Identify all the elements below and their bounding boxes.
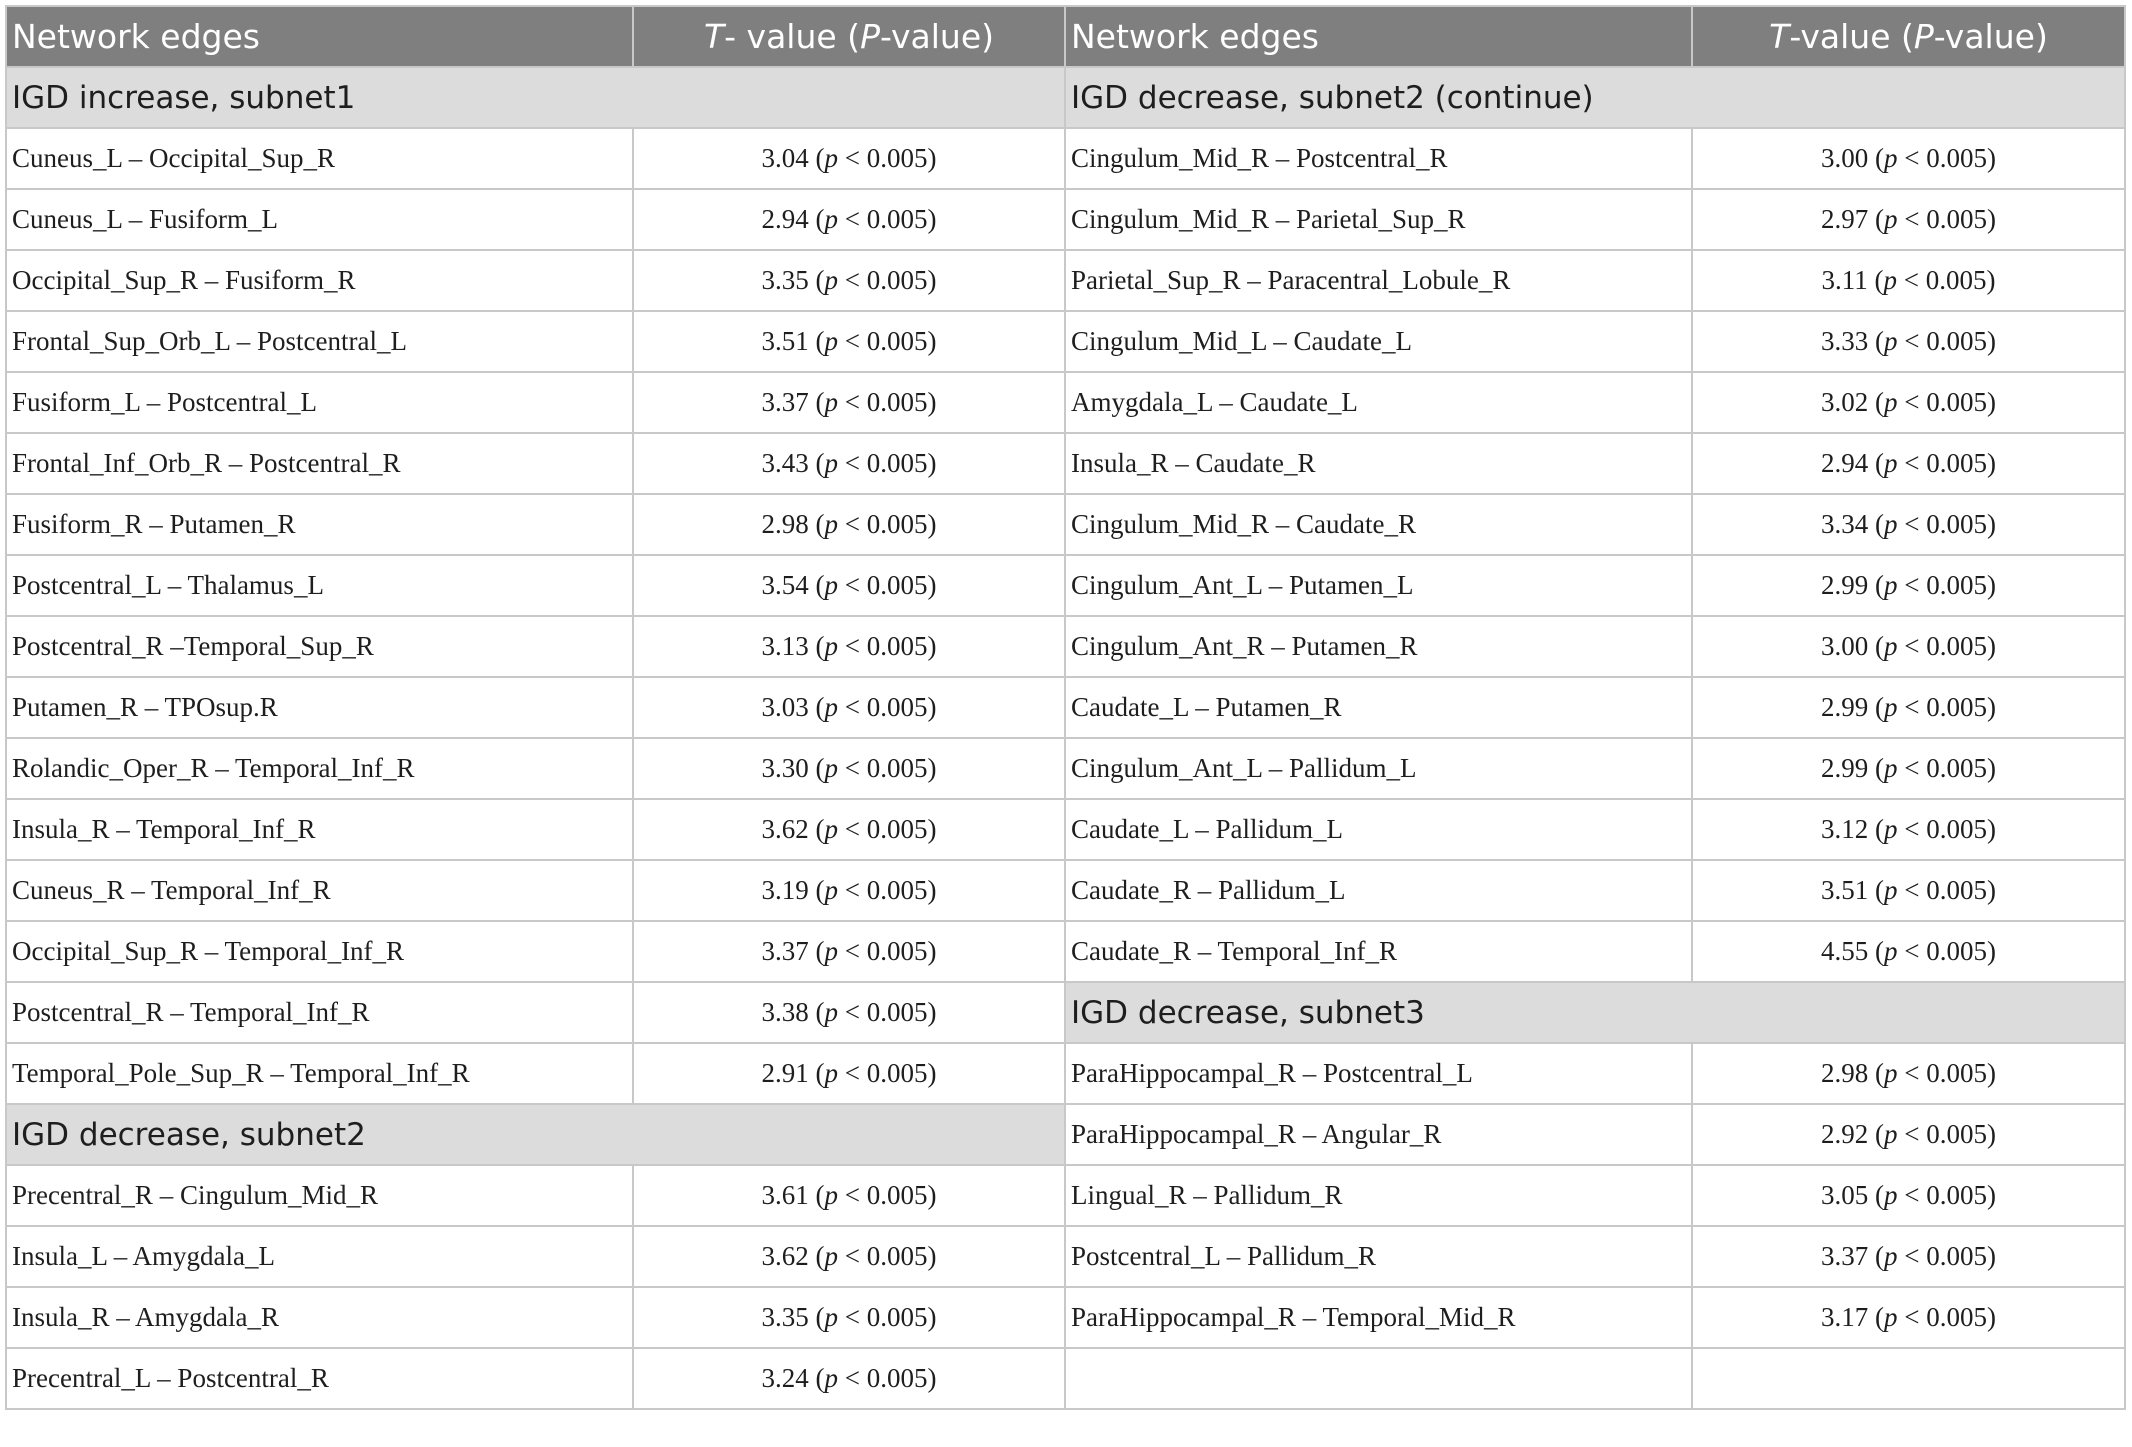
t-value-cell: 3.12 (p < 0.005) [1692, 799, 2125, 860]
p-symbol: p [1884, 1302, 1898, 1332]
header-p-text: -value) [1933, 17, 2048, 56]
p-symbol: p [824, 875, 838, 905]
t-value-cell: 2.94 (p < 0.005) [633, 189, 1065, 250]
t-value: 2.99 [1821, 692, 1869, 722]
network-edge-cell: Occipital_Sup_R – Temporal_Inf_R [6, 921, 633, 982]
t-value: 3.54 [761, 570, 809, 600]
network-edge-cell: Cuneus_L – Occipital_Sup_R [6, 128, 633, 189]
table-row [6, 372, 2125, 433]
p-value: < 0.005 [844, 1180, 928, 1210]
t-value: 2.99 [1821, 753, 1869, 783]
p-value: < 0.005 [1904, 204, 1987, 234]
header-t-text: -value ( [1789, 17, 1914, 56]
network-edge-cell: Rolandic_Oper_R – Temporal_Inf_R [6, 738, 633, 799]
table-row [6, 67, 2125, 128]
p-symbol: p [824, 143, 838, 173]
p-symbol: p [1884, 143, 1898, 173]
t-value-cell: 3.37 (p < 0.005) [633, 921, 1065, 982]
t-value-cell: 2.97 (p < 0.005) [1692, 189, 2125, 250]
p-symbol: p [824, 387, 838, 417]
table-row [6, 982, 2125, 1043]
empty-cell [1692, 1348, 2125, 1409]
p-symbol: p [1884, 936, 1898, 966]
p-value: < 0.005 [1904, 631, 1987, 661]
table-row [6, 616, 2125, 677]
section-heading: IGD decrease, subnet3 [1065, 982, 2125, 1043]
p-value: < 0.005 [1904, 509, 1987, 539]
header-network-edges-left: Network edges [6, 6, 633, 67]
network-edge-cell: Cuneus_R – Temporal_Inf_R [6, 860, 633, 921]
p-value: < 0.005 [1904, 692, 1987, 722]
p-symbol: p [1884, 1180, 1898, 1210]
p-value: < 0.005 [844, 631, 928, 661]
p-symbol: p [824, 936, 838, 966]
network-edge-cell: Fusiform_L – Postcentral_L [6, 372, 633, 433]
table-row [6, 494, 2125, 555]
empty-cell [1065, 1348, 1692, 1409]
p-symbol: p [824, 692, 838, 722]
t-value: 3.37 [761, 387, 809, 417]
header-t-value-right [1692, 6, 2125, 67]
network-edge-cell: Fusiform_R – Putamen_R [6, 494, 633, 555]
p-symbol: p [1883, 265, 1897, 295]
t-value: 3.61 [761, 1180, 809, 1210]
header-p-symbol: P [1913, 17, 1934, 56]
network-edge-cell: Cingulum_Mid_R – Parietal_Sup_R [1065, 189, 1692, 250]
network-edge-cell: Postcentral_R – Temporal_Inf_R [6, 982, 633, 1043]
t-value: 2.97 [1821, 204, 1869, 234]
t-value-cell: 3.35 (p < 0.005) [633, 250, 1065, 311]
p-value: < 0.005 [844, 1241, 928, 1271]
t-value-cell: 3.51 (p < 0.005) [1692, 860, 2125, 921]
t-value: 3.04 [761, 143, 809, 173]
network-edge-cell: Putamen_R – TPOsup.R [6, 677, 633, 738]
network-edge-cell: Insula_L – Amygdala_L [6, 1226, 633, 1287]
p-value: < 0.005 [844, 692, 928, 722]
network-edge-cell: Cingulum_Mid_L – Caudate_L [1065, 311, 1692, 372]
p-symbol: p [824, 1180, 838, 1210]
p-value: < 0.005 [844, 1058, 928, 1088]
t-value: 3.51 [1821, 875, 1869, 905]
t-value: 3.62 [761, 1241, 809, 1271]
network-edge-cell: Temporal_Pole_Sup_R – Temporal_Inf_R [6, 1043, 633, 1104]
p-value: < 0.005 [844, 326, 928, 356]
p-value: < 0.005 [844, 997, 928, 1027]
p-symbol: p [1884, 875, 1898, 905]
t-value-cell: 3.35 (p < 0.005) [633, 1287, 1065, 1348]
t-value-cell: 3.13 (p < 0.005) [633, 616, 1065, 677]
p-value: < 0.005 [1904, 570, 1987, 600]
t-value: 3.13 [761, 631, 809, 661]
p-symbol: p [824, 1241, 838, 1271]
t-value: 3.17 [1821, 1302, 1869, 1332]
network-edge-cell: Postcentral_R –Temporal_Sup_R [6, 616, 633, 677]
p-value: < 0.005 [1904, 936, 1987, 966]
network-edge-cell: ParaHippocampal_R – Postcentral_L [1065, 1043, 1692, 1104]
t-value: 2.92 [1821, 1119, 1869, 1149]
p-symbol: p [824, 448, 838, 478]
t-value-cell: 2.98 (p < 0.005) [1692, 1043, 2125, 1104]
p-value: < 0.005 [844, 1302, 928, 1332]
p-value: < 0.005 [1904, 1302, 1987, 1332]
t-value-cell: 3.37 (p < 0.005) [1692, 1226, 2125, 1287]
table-row [6, 250, 2125, 311]
p-value: < 0.005 [1904, 326, 1987, 356]
table-row [6, 128, 2125, 189]
p-value: < 0.005 [844, 936, 928, 966]
t-value-cell: 3.62 (p < 0.005) [633, 799, 1065, 860]
p-symbol: p [1884, 326, 1898, 356]
t-value: 3.24 [761, 1363, 809, 1393]
p-symbol: p [1884, 753, 1898, 783]
t-value: 3.62 [761, 814, 809, 844]
p-value: < 0.005 [1904, 1241, 1987, 1271]
header-t-value-left [633, 6, 1065, 67]
t-value-cell: 2.94 (p < 0.005) [1692, 433, 2125, 494]
t-value-cell: 3.17 (p < 0.005) [1692, 1287, 2125, 1348]
t-value-cell: 3.34 (p < 0.005) [1692, 494, 2125, 555]
t-value: 3.12 [1821, 814, 1869, 844]
t-value-cell: 3.00 (p < 0.005) [1692, 128, 2125, 189]
t-value: 3.38 [761, 997, 809, 1027]
t-value-cell: 2.99 (p < 0.005) [1692, 738, 2125, 799]
t-value-cell: 3.05 (p < 0.005) [1692, 1165, 2125, 1226]
network-edge-cell: Precentral_L – Postcentral_R [6, 1348, 633, 1409]
p-symbol: p [824, 204, 838, 234]
table-row [6, 1104, 2125, 1165]
network-edge-cell: Caudate_R – Pallidum_L [1065, 860, 1692, 921]
network-edge-cell: Postcentral_L – Thalamus_L [6, 555, 633, 616]
t-value-cell: 3.11 (p < 0.005) [1692, 250, 2125, 311]
t-value: 2.98 [1821, 1058, 1869, 1088]
p-symbol: p [1884, 204, 1898, 234]
table-row [6, 555, 2125, 616]
p-value: < 0.005 [844, 570, 928, 600]
t-value-cell: 2.99 (p < 0.005) [1692, 677, 2125, 738]
p-value: < 0.005 [844, 753, 928, 783]
p-value: < 0.005 [844, 387, 928, 417]
t-value: 3.02 [1821, 387, 1869, 417]
p-value: < 0.005 [1904, 753, 1987, 783]
p-symbol: p [824, 1302, 838, 1332]
table-row [6, 1348, 2125, 1409]
network-edge-cell: Insula_R – Amygdala_R [6, 1287, 633, 1348]
t-value: 3.43 [761, 448, 809, 478]
p-symbol: p [1884, 631, 1898, 661]
header-network-edges-right: Network edges [1065, 6, 1692, 67]
p-value: < 0.005 [1904, 1058, 1987, 1088]
p-value: < 0.005 [1904, 448, 1987, 478]
t-value-cell: 3.62 (p < 0.005) [633, 1226, 1065, 1287]
p-symbol: p [824, 509, 838, 539]
p-symbol: p [1884, 1119, 1898, 1149]
p-value: < 0.005 [1904, 875, 1987, 905]
table-body [6, 67, 2125, 1409]
t-value-cell: 3.19 (p < 0.005) [633, 860, 1065, 921]
t-value: 3.33 [1821, 326, 1869, 356]
table-row [6, 921, 2125, 982]
p-symbol: p [824, 1363, 838, 1393]
header-p-symbol: P [860, 17, 880, 56]
p-value: < 0.005 [844, 1363, 928, 1393]
t-value: 3.37 [761, 936, 809, 966]
t-value: 2.98 [761, 509, 809, 539]
p-value: < 0.005 [1904, 814, 1987, 844]
p-symbol: p [824, 814, 838, 844]
p-value: < 0.005 [1904, 387, 1987, 417]
table-row [6, 433, 2125, 494]
t-value: 2.99 [1821, 570, 1869, 600]
p-value: < 0.005 [1904, 1119, 1987, 1149]
network-edge-cell: Cingulum_Mid_R – Postcentral_R [1065, 128, 1692, 189]
p-symbol: p [1884, 387, 1898, 417]
network-edge-cell: ParaHippocampal_R – Temporal_Mid_R [1065, 1287, 1692, 1348]
t-value-cell: 3.24 (p < 0.005) [633, 1348, 1065, 1409]
t-value-cell: 2.99 (p < 0.005) [1692, 555, 2125, 616]
t-value-cell: 3.38 (p < 0.005) [633, 982, 1065, 1043]
p-symbol: p [1884, 1241, 1898, 1271]
p-value: < 0.005 [844, 143, 928, 173]
network-edge-cell: Postcentral_L – Pallidum_R [1065, 1226, 1692, 1287]
network-edge-cell: Cingulum_Ant_L – Pallidum_L [1065, 738, 1692, 799]
t-value: 3.30 [761, 753, 809, 783]
t-value-cell: 3.02 (p < 0.005) [1692, 372, 2125, 433]
t-value: 3.00 [1821, 631, 1869, 661]
network-edge-cell: Amygdala_L – Caudate_L [1065, 372, 1692, 433]
p-symbol: p [824, 265, 838, 295]
p-symbol: p [824, 753, 838, 783]
t-value: 3.05 [1821, 1180, 1869, 1210]
t-value-cell: 3.51 (p < 0.005) [633, 311, 1065, 372]
network-edge-cell: ParaHippocampal_R – Angular_R [1065, 1104, 1692, 1165]
t-value: 3.19 [761, 875, 809, 905]
p-symbol: p [1884, 814, 1898, 844]
table-header-row [6, 6, 2125, 67]
p-symbol: p [1884, 570, 1898, 600]
section-heading: IGD increase, subnet1 [6, 67, 1065, 128]
p-symbol: p [1884, 1058, 1898, 1088]
network-edge-cell: Cingulum_Ant_R – Putamen_R [1065, 616, 1692, 677]
t-value: 2.91 [761, 1058, 809, 1088]
t-value: 2.94 [761, 204, 809, 234]
t-value-cell: 3.03 (p < 0.005) [633, 677, 1065, 738]
table-row [6, 1287, 2125, 1348]
t-value: 4.55 [1821, 936, 1869, 966]
network-edge-cell: Caudate_L – Putamen_R [1065, 677, 1692, 738]
p-value: < 0.005 [1904, 1180, 1987, 1210]
t-value-cell: 3.00 (p < 0.005) [1692, 616, 2125, 677]
t-value-cell: 3.43 (p < 0.005) [633, 433, 1065, 494]
header-p-text: -value) [879, 17, 995, 56]
t-value: 3.03 [761, 692, 809, 722]
t-value-cell: 3.30 (p < 0.005) [633, 738, 1065, 799]
p-value: < 0.005 [844, 265, 928, 295]
t-value: 3.34 [1821, 509, 1869, 539]
network-edge-cell: Insula_R – Caudate_R [1065, 433, 1692, 494]
network-edge-cell: Lingual_R – Pallidum_R [1065, 1165, 1692, 1226]
header-t-symbol: T [703, 17, 725, 56]
t-value-cell: 4.55 (p < 0.005) [1692, 921, 2125, 982]
section-heading: IGD decrease, subnet2 [6, 1104, 1065, 1165]
network-edge-cell: Frontal_Inf_Orb_R – Postcentral_R [6, 433, 633, 494]
p-symbol: p [824, 1058, 838, 1088]
table-row [6, 311, 2125, 372]
network-edge-cell: Insula_R – Temporal_Inf_R [6, 799, 633, 860]
p-value: < 0.005 [844, 509, 928, 539]
t-value: 3.11 [1821, 265, 1868, 295]
p-value: < 0.005 [1904, 143, 1987, 173]
p-value: < 0.005 [844, 875, 928, 905]
network-edge-cell: Caudate_R – Temporal_Inf_R [1065, 921, 1692, 982]
network-edge-cell: Occipital_Sup_R – Fusiform_R [6, 250, 633, 311]
t-value: 3.00 [1821, 143, 1869, 173]
t-value-cell: 3.33 (p < 0.005) [1692, 311, 2125, 372]
t-value: 3.37 [1821, 1241, 1869, 1271]
p-symbol: p [1884, 509, 1898, 539]
p-symbol: p [824, 326, 838, 356]
p-symbol: p [1884, 448, 1898, 478]
section-heading: IGD decrease, subnet2 (continue) [1065, 67, 2125, 128]
table-row [6, 738, 2125, 799]
p-value: < 0.005 [844, 814, 928, 844]
p-value: < 0.005 [1903, 265, 1987, 295]
table-row [6, 1043, 2125, 1104]
t-value: 3.35 [761, 1302, 809, 1332]
network-edge-cell: Frontal_Sup_Orb_L – Postcentral_L [6, 311, 633, 372]
t-value: 2.94 [1821, 448, 1869, 478]
t-value-cell: 3.54 (p < 0.005) [633, 555, 1065, 616]
t-value-cell: 3.04 (p < 0.005) [633, 128, 1065, 189]
p-symbol: p [824, 997, 838, 1027]
results-table-container [5, 5, 2124, 1440]
table-row [6, 1226, 2125, 1287]
t-value-cell: 2.91 (p < 0.005) [633, 1043, 1065, 1104]
table-row [6, 189, 2125, 250]
network-edges-table [5, 5, 2126, 1410]
p-symbol: p [824, 570, 838, 600]
network-edge-cell: Cingulum_Mid_R – Caudate_R [1065, 494, 1692, 555]
p-symbol: p [824, 631, 838, 661]
network-edge-cell: Cingulum_Ant_L – Putamen_L [1065, 555, 1692, 616]
p-symbol: p [1884, 692, 1898, 722]
header-t-text: - value ( [724, 17, 861, 56]
table-row [6, 799, 2125, 860]
t-value-cell: 3.37 (p < 0.005) [633, 372, 1065, 433]
network-edge-cell: Parietal_Sup_R – Paracentral_Lobule_R [1065, 250, 1692, 311]
t-value-cell: 2.92 (p < 0.005) [1692, 1104, 2125, 1165]
network-edge-cell: Cuneus_L – Fusiform_L [6, 189, 633, 250]
t-value: 3.35 [761, 265, 809, 295]
t-value: 3.51 [761, 326, 809, 356]
header-t-symbol: T [1769, 17, 1790, 56]
p-value: < 0.005 [844, 448, 928, 478]
t-value-cell: 3.61 (p < 0.005) [633, 1165, 1065, 1226]
table-row [6, 1165, 2125, 1226]
network-edge-cell: Caudate_L – Pallidum_L [1065, 799, 1692, 860]
table-row [6, 677, 2125, 738]
t-value-cell: 2.98 (p < 0.005) [633, 494, 1065, 555]
p-value: < 0.005 [844, 204, 928, 234]
network-edge-cell: Precentral_R – Cingulum_Mid_R [6, 1165, 633, 1226]
table-row [6, 860, 2125, 921]
